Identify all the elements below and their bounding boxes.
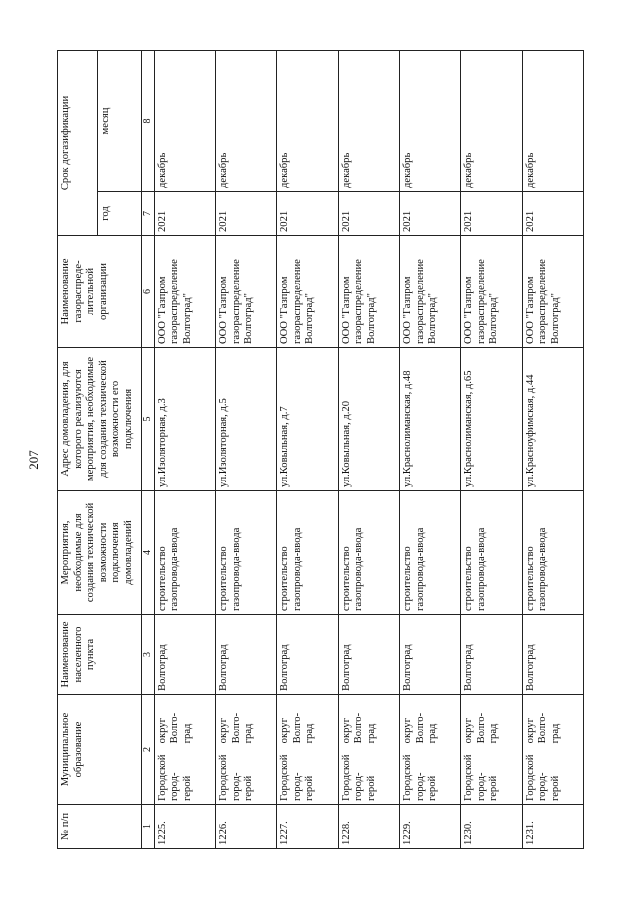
month-cell: декабрь [277, 51, 338, 192]
municipality-part-a: Городской город-герой [156, 754, 193, 801]
row-number: 1226. [216, 805, 277, 849]
municipality-part-b: округ Волго-град [156, 712, 193, 744]
municipality-part-a: Городской город-герой [524, 754, 561, 801]
month-cell: декабрь [338, 51, 399, 192]
year-cell: 2021 [400, 192, 461, 236]
municipality-part-a: Городской город-герой [463, 754, 500, 801]
table-row [461, 51, 522, 849]
address-cell: ул.Ковыльная, д.20 [338, 348, 399, 491]
year-cell: 2021 [338, 192, 399, 236]
row-number: 1229. [400, 805, 461, 849]
organization-cell: ООО "Газпром газораспределение Волгоград" [154, 236, 215, 348]
row-number: 1225. [154, 805, 215, 849]
organization-cell: ООО "Газпром газораспределение Волгоград" [338, 236, 399, 348]
column-number: 8 [142, 51, 155, 192]
year-cell: 2021 [154, 192, 215, 236]
column-number: 1 [142, 805, 155, 849]
measure-cell: строительство газопровода-ввода [154, 491, 215, 615]
municipality-cell [522, 695, 583, 805]
year-cell: 2021 [461, 192, 522, 236]
organization-cell: ООО "Газпром газораспределение Волгоград" [522, 236, 583, 348]
address-cell: ул.Красноуфимская, д.44 [522, 348, 583, 491]
address-cell: ул.Изоляторная, д.5 [216, 348, 277, 491]
column-number: 5 [142, 348, 155, 491]
table-row [400, 51, 461, 849]
measure-cell: строительство газопровода-ввода [461, 491, 522, 615]
table-row [216, 51, 277, 849]
organization-cell: ООО "Газпром газораспределение Волгоград" [461, 236, 522, 348]
municipality-part-b: округ Волго-град [340, 712, 377, 744]
column-number: 3 [142, 615, 155, 695]
measure-cell: строительство газопровода-ввода [216, 491, 277, 615]
municipality-part-b: округ Волго-град [279, 712, 316, 744]
table-row [338, 51, 399, 849]
municipality-part-a: Городской город-герой [402, 754, 439, 801]
address-cell: ул.Краснолиманская, д.65 [461, 348, 522, 491]
month-cell: декабрь [461, 51, 522, 192]
municipality-part-b: округ Волго-град [218, 712, 255, 744]
header-settlement: Наименование населенного пункта [58, 615, 142, 695]
header-measures: Мероприятия, необходимые для создания технической возможности подключения домовладений [58, 491, 142, 615]
column-number: 6 [142, 236, 155, 348]
row-number: 1228. [338, 805, 399, 849]
month-cell: декабрь [400, 51, 461, 192]
settlement-cell: Волгоград [461, 615, 522, 695]
header-municipality: Муниципальное образование [58, 695, 142, 805]
municipality-cell [400, 695, 461, 805]
year-cell: 2021 [522, 192, 583, 236]
municipality-cell [216, 695, 277, 805]
measure-cell: строительство газопровода-ввода [338, 491, 399, 615]
settlement-cell: Волгоград [277, 615, 338, 695]
column-number: 2 [142, 695, 155, 805]
gasification-table-rotated [57, 51, 584, 849]
header-address: Адрес домовладения, для которого реализуются мероприятия, необходимые для создания технической возможности его подключения [58, 348, 142, 491]
measure-cell: строительство газопровода-ввода [522, 491, 583, 615]
organization-cell: ООО "Газпром газораспределение Волгоград" [400, 236, 461, 348]
header-deadline: Срок догазификации [58, 51, 98, 236]
measure-cell: строительство газопровода-ввода [400, 491, 461, 615]
table-row [277, 51, 338, 849]
municipality-part-a: Городской город-герой [340, 754, 377, 801]
month-cell: декабрь [154, 51, 215, 192]
table-row [522, 51, 583, 849]
year-cell: 2021 [277, 192, 338, 236]
settlement-cell: Волгоград [338, 615, 399, 695]
gasification-table [57, 50, 584, 849]
header-year: год [98, 192, 142, 236]
year-cell: 2021 [216, 192, 277, 236]
row-number: 1230. [461, 805, 522, 849]
header-number: № п/п [58, 805, 142, 849]
municipality-cell [338, 695, 399, 805]
month-cell: декабрь [216, 51, 277, 192]
column-number-row [142, 51, 155, 849]
municipality-part-b: округ Волго-град [463, 712, 500, 744]
municipality-part-b: округ Волго-град [402, 712, 439, 744]
header-month: месяц [98, 51, 142, 192]
month-cell: декабрь [522, 51, 583, 192]
header-organization: Наименование газораспреде-лительной организации [58, 236, 142, 348]
municipality-part-b: округ Волго-град [524, 712, 561, 744]
settlement-cell: Волгоград [216, 615, 277, 695]
table-row [154, 51, 215, 849]
column-number: 4 [142, 491, 155, 615]
municipality-cell [277, 695, 338, 805]
column-number: 7 [142, 192, 155, 236]
municipality-cell [154, 695, 215, 805]
page-number: 207 [26, 450, 41, 470]
municipality-part-a: Городской город-герой [218, 754, 255, 801]
settlement-cell: Волгоград [522, 615, 583, 695]
row-number: 1231. [522, 805, 583, 849]
organization-cell: ООО "Газпром газораспределение Волгоград" [216, 236, 277, 348]
municipality-cell [461, 695, 522, 805]
address-cell: ул.Изоляторная, д.3 [154, 348, 215, 491]
settlement-cell: Волгоград [154, 615, 215, 695]
organization-cell: ООО "Газпром газораспределение Волгоград" [277, 236, 338, 348]
settlement-cell: Волгоград [400, 615, 461, 695]
table-body [154, 51, 583, 849]
row-number: 1227. [277, 805, 338, 849]
municipality-part-a: Городской город-герой [279, 754, 316, 801]
address-cell: ул.Краснолиманская, д.48 [400, 348, 461, 491]
address-cell: ул.Ковыльная, д.7 [277, 348, 338, 491]
measure-cell: строительство газопровода-ввода [277, 491, 338, 615]
